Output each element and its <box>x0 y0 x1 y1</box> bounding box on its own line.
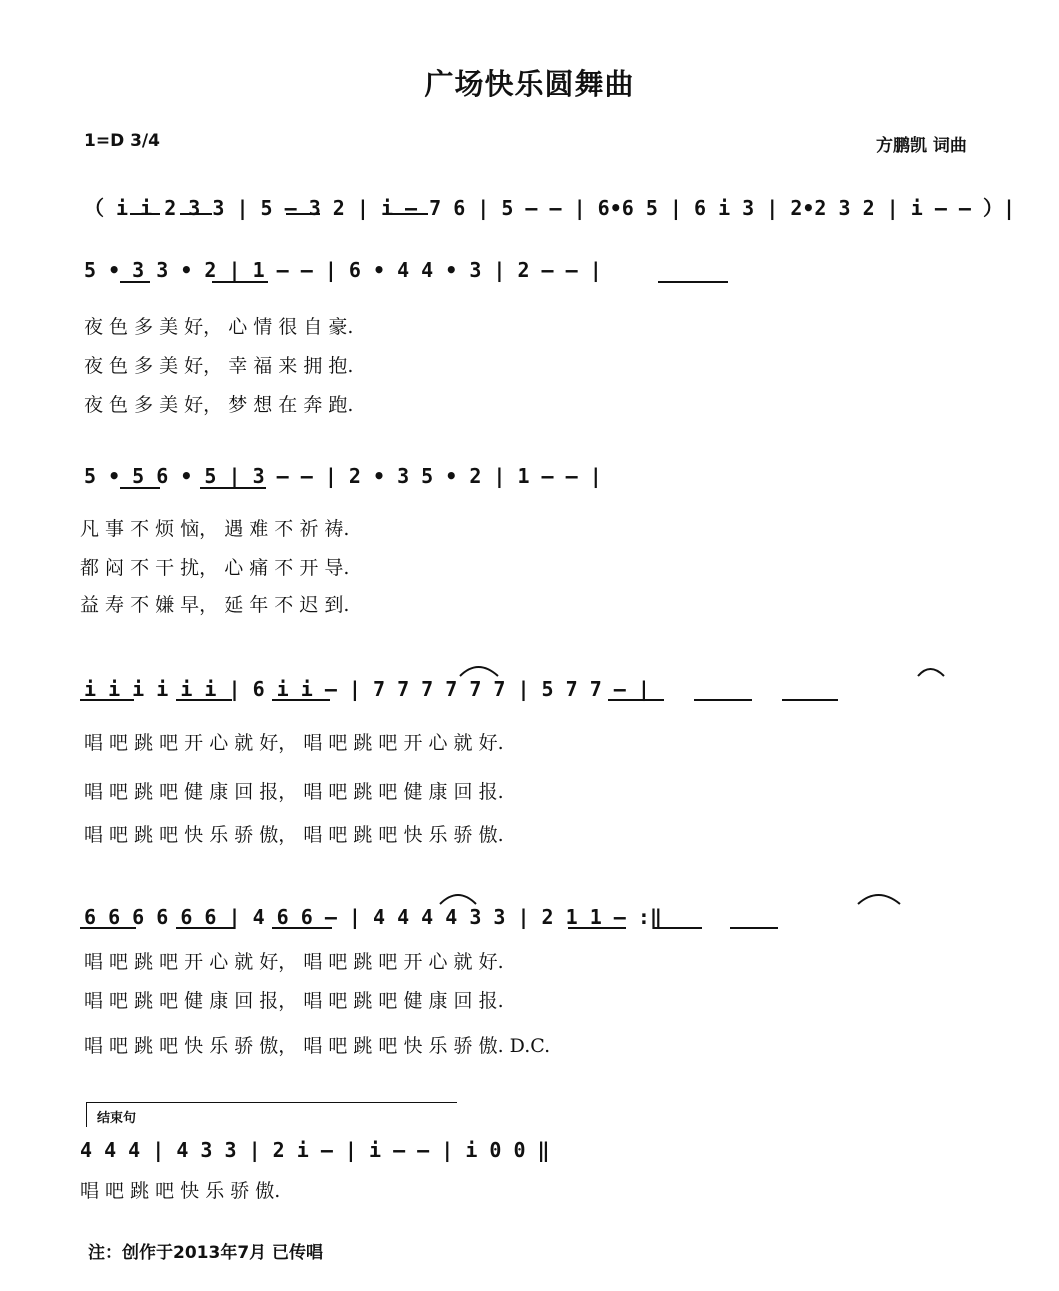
system-4-notes: i i i i i i | 6 i i – | 7 7 7 7 7 7 | 5 7 7 – | <box>84 677 650 701</box>
system-2-lyric-verse-1: 夜 色 多 美 好， 心 情 很 自 豪. <box>84 316 354 338</box>
song-title: 广场快乐圆舞曲 <box>424 67 635 101</box>
system-3-lyric-verse-2: 都 闷 不 干 扰， 心 痛 不 开 导. <box>80 557 350 579</box>
system-5-lyric-verse-1: 唱 吧 跳 吧 开 心 就 好， 唱 吧 跳 吧 开 心 就 好. <box>84 951 504 973</box>
system-2-notes: 5 • 3 3 • 2 | 1 – – | 6 • 4 4 • 3 | 2 – – | <box>84 258 602 282</box>
system-5-notes: 6 6 6 6 6 6 | 4 6 6 – | 4 4 4 4 3 3 | 2 1 1 – :‖ <box>84 905 662 929</box>
system-5-lyric-verse-2: 唱 吧 跳 吧 健 康 回 报， 唱 吧 跳 吧 健 康 回 报. <box>84 990 504 1012</box>
tie <box>460 667 498 676</box>
coda-lyrics: 唱 吧 跳 吧 快 乐 骄 傲. <box>80 1180 281 1202</box>
composer-credit: 方鹏凯 词曲 <box>876 136 967 156</box>
system-3-lyric-verse-1: 凡 事 不 烦 恼， 遇 难 不 祈 祷. <box>80 518 350 540</box>
coda-notes: 4 4 4 | 4 3 3 | 2 i – | i – – | i 0 0 ‖ <box>80 1138 550 1162</box>
footnote: 注：创作于2013年7月 已传唱 <box>88 1243 324 1263</box>
system-4-lyric-verse-1: 唱 吧 跳 吧 开 心 就 好， 唱 吧 跳 吧 开 心 就 好. <box>84 732 504 754</box>
system-4-lyric-verse-3: 唱 吧 跳 吧 快 乐 骄 傲， 唱 吧 跳 吧 快 乐 骄 傲. <box>84 824 504 846</box>
system-3-lyric-verse-3: 益 寿 不 嫌 早， 延 年 不 迟 到. <box>80 594 350 616</box>
coda-label: 结束句 <box>97 1111 137 1126</box>
tie <box>918 669 944 676</box>
tie <box>858 895 900 904</box>
intro-notes: （ i i 2 3 3 | 5 – 3 2 | i – 7 6 | 5 – – | 6•6 5 | 6 i 3 | 2•2 3 2 | i – – ）| <box>84 196 1016 220</box>
system-5-lyric-verse-3: 唱 吧 跳 吧 快 乐 骄 傲， 唱 吧 跳 吧 快 乐 骄 傲. D.C. <box>84 1035 551 1057</box>
tie <box>440 895 476 904</box>
system-2-lyric-verse-2: 夜 色 多 美 好， 幸 福 来 拥 抱. <box>84 355 354 377</box>
system-2-lyric-verse-3: 夜 色 多 美 好， 梦 想 在 奔 跑. <box>84 394 354 416</box>
key-signature: 1=D 3/4 <box>84 131 160 151</box>
system-3-notes: 5 • 5 6 • 5 | 3 – – | 2 • 3 5 • 2 | 1 – – | <box>84 464 602 488</box>
system-4-lyric-verse-2: 唱 吧 跳 吧 健 康 回 报， 唱 吧 跳 吧 健 康 回 报. <box>84 781 504 803</box>
